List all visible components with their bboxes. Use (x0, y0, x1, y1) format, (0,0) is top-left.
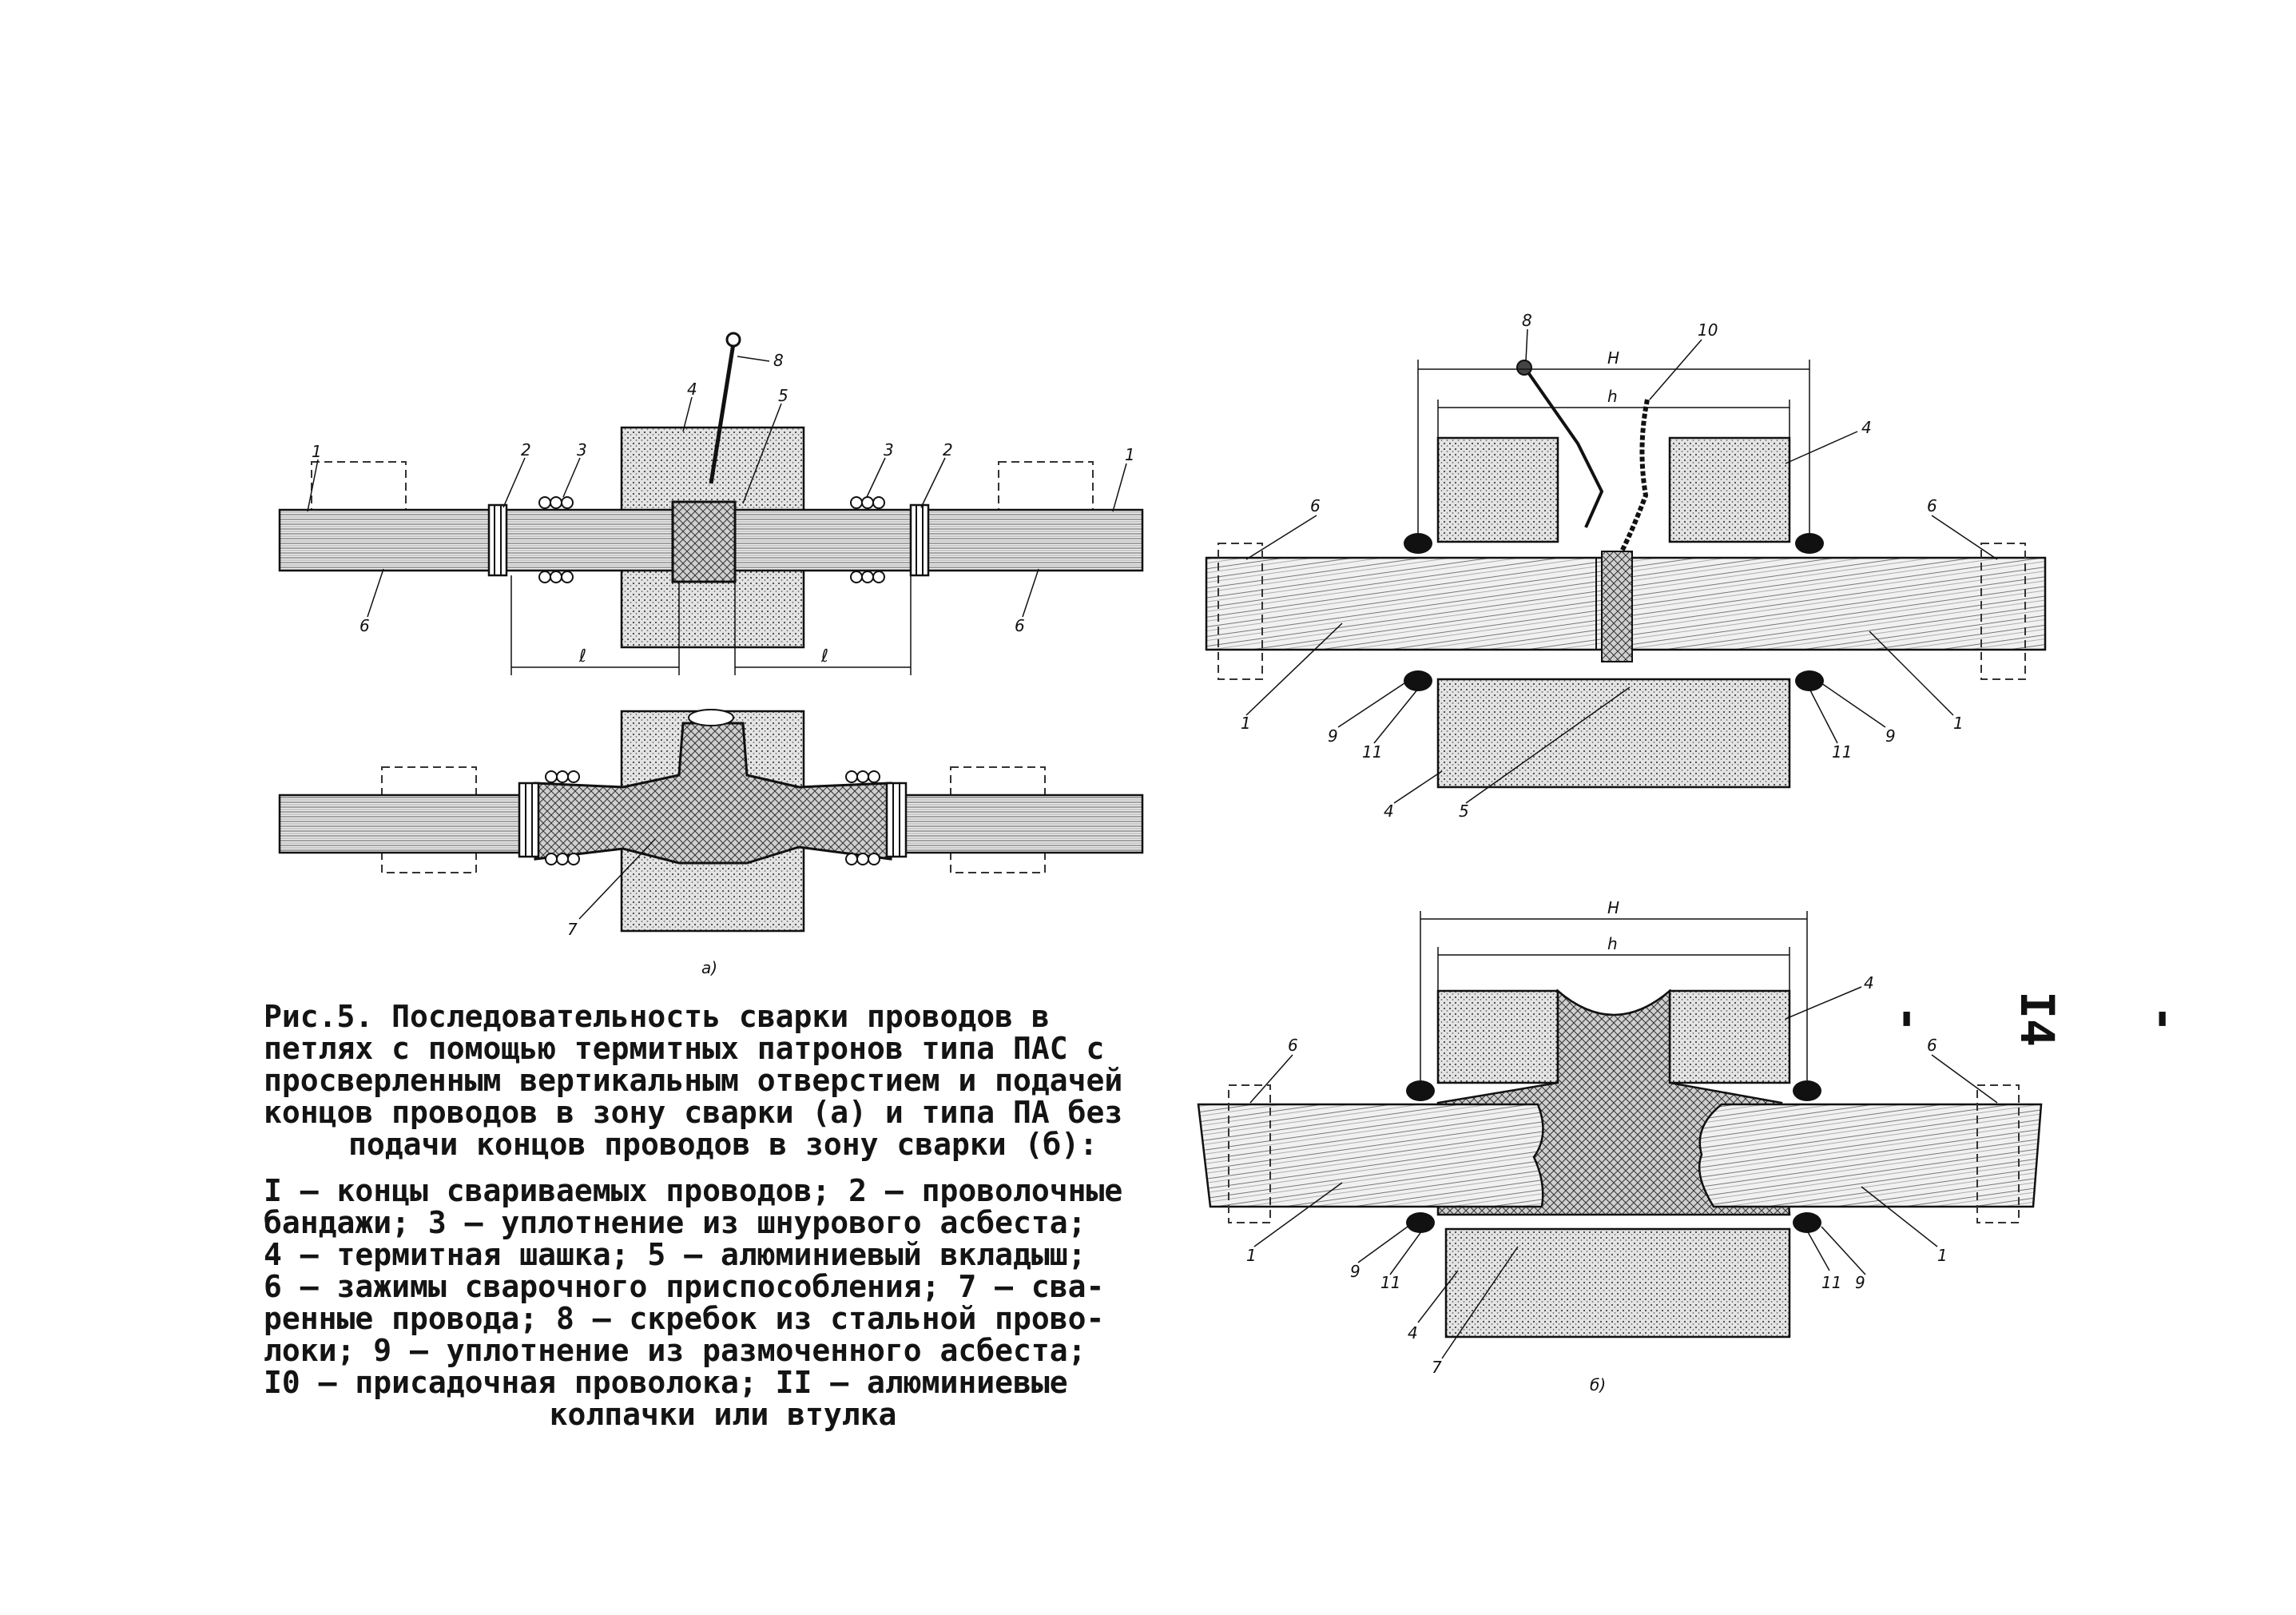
callout-b2-9-right: 9 (1855, 1273, 1865, 1292)
thermite-block-b2-bottom (1446, 1229, 1790, 1337)
callout-b1-10: 10 (1698, 320, 1718, 340)
page-number: - I4 - (1882, 991, 2192, 1047)
caption-title (264, 1000, 1182, 1160)
figure-caption (264, 1000, 1182, 1430)
callout-b1-11-right: 11 (1832, 742, 1853, 762)
sublabel-a: а) (701, 958, 718, 977)
caption-title-line: петлях с помощью термитных патронов типа ПАС с (264, 1031, 1105, 1066)
callout-b2-6-right: 6 (1927, 1036, 1937, 1055)
wire-right-a2 (891, 795, 1142, 853)
thermite-block-b1-right (1670, 438, 1790, 542)
callout-b2-4-top: 4 (1864, 973, 1874, 992)
callout-a1-6-left: 6 (359, 616, 370, 635)
figure-b-top (1206, 311, 2045, 821)
figure-a-top (280, 333, 1142, 675)
callout-b2-1-right: 1 (1937, 1246, 1948, 1265)
callout-b1-6-left: 6 (1310, 496, 1321, 515)
legend-line: колпачки или втулка (549, 1397, 897, 1432)
figure-a-bottom (280, 710, 1142, 977)
legend-line: 6 – зажимы сварочного приспособления; 7 – сва- (264, 1269, 1105, 1304)
caption-title-line: концов проводов в зону сварки (а) и типа ПА без (264, 1095, 1123, 1130)
dim-l-right: ℓ (821, 646, 829, 666)
callout-b2-6-left: 6 (1288, 1036, 1298, 1055)
welded-joint-a2 (535, 723, 891, 863)
callout-a1-8: 8 (773, 351, 784, 370)
caption-title-line: просверленным вертикальным отверстием и подачей (264, 1063, 1123, 1098)
callout-b1-6-right: 6 (1927, 496, 1937, 515)
sublabel-b: б) (1590, 1375, 1607, 1394)
dim-l-left: ℓ (579, 646, 587, 666)
callout-b2-11-right: 11 (1821, 1273, 1842, 1292)
wire-right-a1 (727, 510, 1142, 571)
legend-line: I – концы свариваемых проводов; 2 – проволочные (264, 1173, 1123, 1208)
bandage-left-a1 (489, 505, 506, 575)
callout-a1-4: 4 (687, 380, 697, 399)
callout-b1-5: 5 (1459, 802, 1469, 821)
callout-b1-8: 8 (1522, 311, 1532, 330)
callout-b1-9-right: 9 (1885, 726, 1896, 746)
callout-a2-7: 7 (567, 920, 578, 939)
wire-left-a2 (280, 795, 535, 853)
wire-left-a1 (280, 510, 679, 571)
wire-b2-left (1198, 1104, 1543, 1207)
dim-H-b1: H (1607, 348, 1620, 368)
caption-title-line: подачи концов проводов в зону сварки (б): (348, 1127, 1098, 1162)
callout-b1-1-right: 1 (1953, 714, 1964, 733)
caption-legend (264, 1175, 1182, 1430)
bandage-right-a2 (887, 783, 906, 857)
callout-b1-1-left: 1 (1241, 714, 1251, 733)
callout-a1-3-left: 3 (577, 440, 587, 459)
callout-b1-4-top: 4 (1861, 418, 1872, 437)
callout-a1-2-left: 2 (521, 440, 531, 459)
bandage-right-a1 (911, 505, 928, 575)
callout-a1-6-right: 6 (1015, 616, 1025, 635)
legend-line: I0 – присадочная проволока; II – алюминиевые (264, 1365, 1068, 1400)
callout-b2-1-left: 1 (1246, 1246, 1257, 1265)
legend-line: локи; 9 – уплотнение из размоченного асбеста; (264, 1333, 1086, 1368)
callout-a1-1-left: 1 (312, 442, 322, 461)
figure-b-bottom (1198, 898, 2041, 1394)
caption-title-line: Рис.5. Последовательность сварки проводов в (264, 999, 1050, 1034)
callout-a1-5: 5 (778, 386, 789, 405)
dim-h-b2: h (1607, 934, 1618, 953)
callout-a1-2-right: 2 (943, 440, 953, 459)
callout-b1-4-bottom: 4 (1384, 802, 1394, 821)
legend-line: 4 – термитная шашка; 5 – алюминиевый вкладыш; (264, 1237, 1086, 1272)
callout-b2-4-bottom: 4 (1408, 1323, 1418, 1343)
legend-line: ренные провода; 8 – скребок из стальной прово- (264, 1301, 1105, 1336)
callout-b2-9-left: 9 (1350, 1262, 1361, 1281)
dim-h-b1: h (1607, 387, 1618, 406)
legend-line: бандажи; 3 – уплотнение из шнурового асбеста; (264, 1205, 1086, 1240)
dim-H-b2: H (1607, 898, 1620, 917)
callout-a1-3-right: 3 (884, 440, 894, 459)
thermite-block-b1-bottom (1438, 679, 1790, 787)
callout-b1-11-left: 11 (1362, 742, 1383, 762)
callout-a1-1-right: 1 (1125, 445, 1135, 464)
thermite-block-b1-left (1438, 438, 1558, 542)
wire-b2-right (1699, 1104, 2041, 1207)
callout-b2-7: 7 (1432, 1358, 1442, 1377)
bandage-left-a2 (519, 783, 538, 857)
callout-b2-11-left: 11 (1380, 1273, 1401, 1292)
callout-b1-9-left: 9 (1328, 726, 1338, 746)
thermite-block-b2-left (1438, 991, 1558, 1083)
aluminium-insert-a1 (673, 502, 735, 582)
thermite-block-b2-right (1670, 991, 1790, 1083)
